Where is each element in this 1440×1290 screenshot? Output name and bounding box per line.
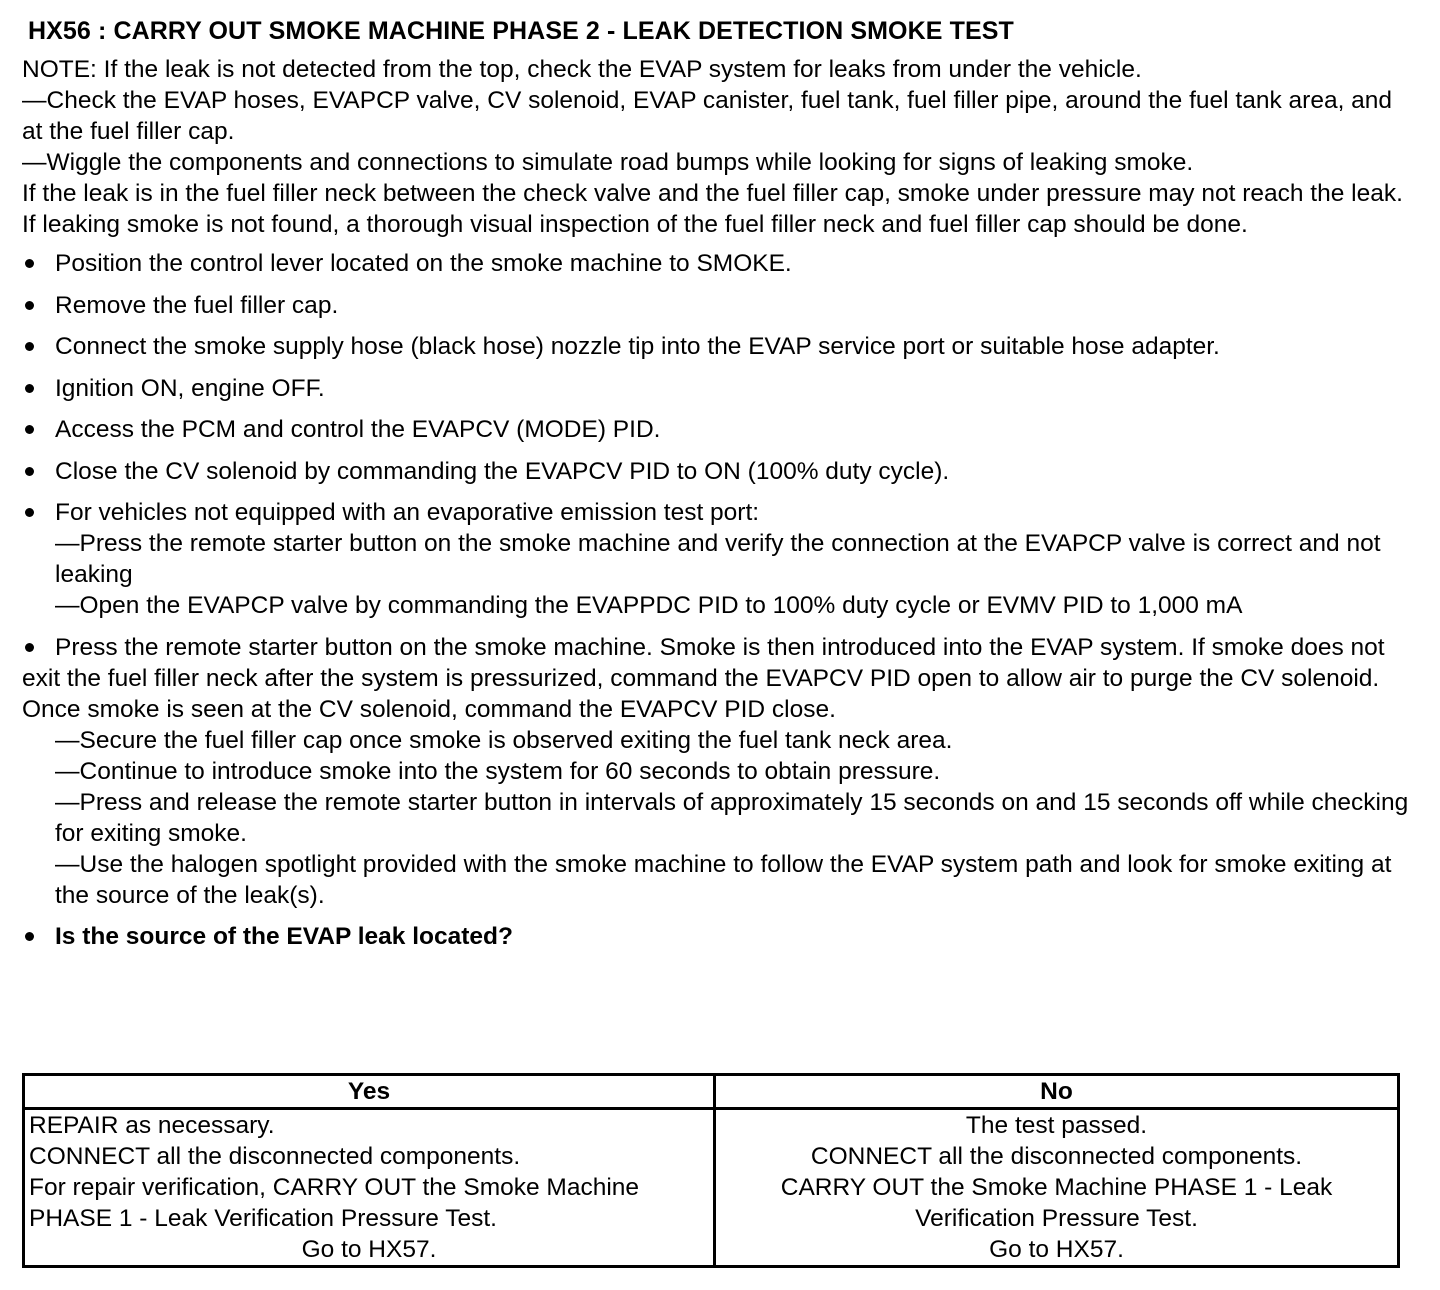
bullet-icon [25,384,34,393]
list-item [22,414,1412,445]
question-text: Is the source of the EVAP leak located? [55,923,513,950]
bullet-icon [25,301,34,310]
sub-step-text: —Continue to introduce smoke into the system for 60 seconds to obtain pressure. [55,757,941,785]
note-line: If the leak is in the fuel filler neck between the check valve and the fuel filler cap, smoke under pressure may not reach the leak. If leaking smoke is not found, a thorough visual inspection of the fuel filler neck and fuel filler cap should be done. [22,180,1403,238]
list-item [22,248,1412,279]
no-line: CARRY OUT the Smoke Machine PHASE 1 - Leak Verification Pressure Test. [780,1174,1333,1232]
note-line: —Wiggle the components and connections to simulate road bumps while looking for signs of leaking smoke. [22,149,1194,176]
table-header-row [24,1075,1399,1109]
list-item [22,921,1412,952]
note-line: NOTE: If the leak is not detected from the top, check the EVAP system for leaks from under the vehicle. [22,56,1142,83]
bullet-icon [25,259,34,268]
yes-line: CONNECT all the disconnected components. [29,1143,521,1170]
sub-step-text: —Open the EVAPCP valve by commanding the EVAPPDC PID to 100% duty cycle or EVMV PID to 1,000 mA [55,592,1243,619]
yes-header: Yes [24,1075,715,1109]
no-line: The test passed. [965,1112,1148,1139]
step-text: Position the control lever located on the smoke machine to SMOKE. [55,250,792,277]
bullet-icon [25,467,34,476]
list-item [22,331,1412,362]
yes-line: REPAIR as necessary. [29,1112,275,1139]
yes-goto-link[interactable]: Go to HX57. [301,1236,437,1263]
list-item [22,290,1412,321]
step-text: Connect the smoke supply hose (black hose) nozzle tip into the EVAP service port or suitable hose adapter. [55,333,1220,360]
step-text: Press the remote starter button on the smoke machine. Smoke is then introduced into the EVAP system. If smoke does not exit the fuel filler neck after the system is pressurized, command the EVAPCV PID open to allow air to purge the CV solenoid. Once smoke is seen at the CV solenoid, command the EVAPCV PID close. [22,633,1385,723]
sub-step-text: —Press and release the remote starter button in intervals of approximately 15 seconds on and 15 seconds off while checking for exiting smoke. [55,788,1409,847]
list-item [22,373,1412,404]
yes-line: For repair verification, CARRY OUT the Smoke Machine PHASE 1 - Leak Verification Pressure Test. [29,1174,640,1232]
sub-step-text: —Press the remote starter button on the smoke machine and verify the connection at the EVAPCP valve is correct and not leaking [55,530,1381,588]
sub-step-text: —Secure the fuel filler cap once smoke is observed exiting the fuel tank neck area. [55,726,953,754]
yes-cell [24,1109,715,1267]
bullet-icon [25,932,34,941]
no-line: CONNECT all the disconnected components. [810,1143,1303,1170]
list-item [22,632,1412,911]
bullet-icon [25,342,34,351]
sub-step-text: —Use the halogen spotlight provided with the smoke machine to follow the EVAP system path and look for smoke exiting at the source of the leak(s). [55,850,1392,909]
bullet-icon [25,425,34,434]
step-text: Access the PCM and control the EVAPCV (MODE) PID. [55,416,661,443]
no-cell [715,1109,1399,1267]
step-text: Close the CV solenoid by commanding the EVAPCV PID to ON (100% duty cycle). [55,457,950,485]
bullet-icon [25,643,34,652]
step-text: Ignition ON, engine OFF. [55,374,325,402]
step-list [22,248,1412,952]
note-line: —Check the EVAP hoses, EVAPCP valve, CV solenoid, EVAP canister, fuel tank, fuel filler pipe, around the fuel tank area, and at the fuel filler cap. [22,87,1393,145]
no-goto-link[interactable]: Go to HX57. [989,1236,1124,1263]
yes-no-table [22,1073,1400,1268]
list-item [22,456,1412,487]
list-item [22,497,1412,621]
bullet-icon [25,508,34,517]
note-section [22,54,1412,240]
no-header: No [715,1075,1399,1109]
step-text: Remove the fuel filler cap. [55,291,339,319]
document [22,14,1412,963]
step-text: For vehicles not equipped with an evaporative emission test port: [55,499,760,526]
page-title: HX56 : CARRY OUT SMOKE MACHINE PHASE 2 - LEAK DETECTION SMOKE TEST [28,17,1014,45]
table-row [24,1109,1399,1267]
